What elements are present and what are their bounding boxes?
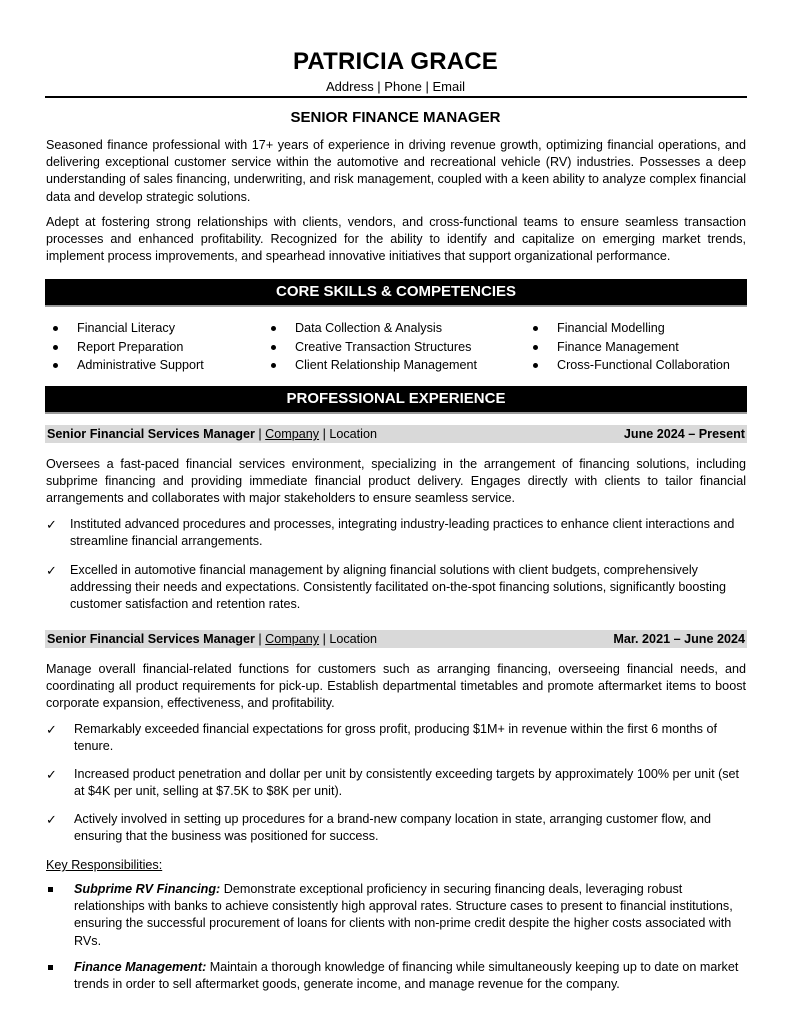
role-location: Location bbox=[329, 427, 377, 441]
bullet-icon bbox=[533, 363, 538, 368]
bullet-icon bbox=[271, 363, 276, 368]
key-responsibilities-heading: Key Responsibilities: bbox=[46, 858, 163, 872]
square-bullet-icon bbox=[48, 887, 53, 892]
checkmark-icon: ✓ bbox=[46, 563, 57, 578]
square-bullet-icon bbox=[48, 965, 53, 970]
header-divider bbox=[45, 96, 747, 98]
contact-line: Address | Phone | Email bbox=[326, 79, 465, 94]
checkmark-icon: ✓ bbox=[46, 767, 57, 782]
skills-section-heading: CORE SKILLS & COMPETENCIES bbox=[45, 279, 747, 307]
checkmark-icon: ✓ bbox=[46, 517, 57, 532]
role-dates: June 2024 – Present bbox=[623, 427, 745, 441]
summary-paragraph-2: Adept at fostering strong relationships with clients, vendors, and cross-functional teams to ensure seamless transaction processes and enhanced profitability. Recognized for the ability to identify and capitalize on emerging market trends, implement process improvements, and spearhead innovative initiatives that support organizational performance. bbox=[46, 215, 746, 264]
candidate-name: PATRICIA GRACE bbox=[292, 48, 499, 75]
bullet-icon bbox=[53, 363, 58, 368]
target-job-title: SENIOR FINANCE MANAGER bbox=[290, 109, 501, 126]
resume-page: PATRICIA GRACE Address | Phone | Email SENIOR FINANCE MANAGER Seasoned finance professional with 17+ years of experience in driving revenue growth, optimizing financial operations, and delivering exceptional customer service within the automotive and recreational vehicle (RV) industries. Possesses a deep understanding of sales financing, underwriting, and risk management, coupled with a keen ability to analyze complex financial data and develop strategic solutions. Adept at fostering strong relationships with clients, vendors, and cross-functional teams to ensure seamless transaction processes and enhanced profitability. Recognized for the ability to identify and capitalize on emerging market trends, implement process improvements, and spearhead innovative initiatives that support organizational performance. CORE SKILLS & COMPETENCIES Financial Literacy Report Preparation Administrative Support Data Collection & Analysis Creative Transaction Structures Client Relationship Management Financial Modelling Finance Management Cross-Functional Collaboration PROFESSIONAL EXPERIENCE Senior Financial Services Manager | Company | Location June 2024 – Present Oversees a fast-paced financial services environment, specializing in the arrangement of financing solutions, including subprime financing and providing immediate financial product delivery. Engages directly with clients to tailor financial arrangements and collaborates with major stakeholders to ensure seamless service. ✓ Instituted advanced procedures and processes, integrating industry-leading practices to enhance client interactions and streamline financial arrangements. ✓ Excelled in automotive financial management by aligning financial solutions with client budgets, comprehensively addressing their needs and expectations. Consistently facilitated on-the-spot financing solutions, significantly boosting customer satisfaction and retention rates. Senior Financial Services Manager | Company | Location Mar. 2021 – June 2024 Manage overall financial-related functions for customers such as arranging financing, overseeing financial needs, and coordinating all product requirements for pick-up. Establish departmental timetables and promote aftermarket items to boost corporate expansion, effectiveness, and profitability. ✓ Remarkably exceeded financial expectations for gross profit, producing $1M+ in revenue within the first 6 months of tenure. ✓ Increased product penetration and dollar per unit by consistently exceeding targets by approximately 100% per unit (set at $4K per unit, selling at $7.5K to $8K per unit). ✓ Actively involved in setting up procedures for a brand-new company location in state, arranging customer flow, and ensuring that the business was positioned for success. Key Responsibilities: Subprime RV Financing: Demonstrate exceptional proficiency in securing financing deals, leveraging robust relationships with banks to achieve consistently high approval rates. Structure cases to present to financial institutions, ensuring the successful procurement of loans for clients with non-prime credit despite the higher costs associated with RVs. Finance Management: Maintain a thorough knowledge of financing while simultaneously keeping up to date on market trends in order to sell aftermarket goods, generate income, and manage revenue for the company. bbox=[0, 0, 791, 1024]
skills-list: Financial Literacy Report Preparation Administrative Support Data Collection & Analysis Creative Transaction Structures Client Relationship Management Financial Modelling Finance Management Cross-Functional Collaboration bbox=[0, 319, 791, 379]
role-summary: Oversees a fast-paced financial services environment, specializing in the arrangement of financing solutions, including subprime financing and providing immediate financial product delivery. Engages directly with clients to tailor financial arrangements and collaborates with major stakeholders to ensure seamless service. bbox=[46, 457, 746, 506]
checkmark-icon: ✓ bbox=[46, 812, 57, 827]
bullet-icon bbox=[533, 326, 538, 331]
bullet-icon bbox=[53, 345, 58, 350]
role-summary: Manage overall financial-related functions for customers such as arranging financing, overseeing financial needs, and coordinating all product requirements for pick-up. Establish departmental timetables and promote aftermarket items to boost corporate expansion, effectiveness, and profitability. bbox=[46, 662, 746, 711]
responsibility-label: Subprime RV Financing: bbox=[74, 882, 221, 896]
role-header: Senior Financial Services Manager | Company | Location June 2024 – Present bbox=[47, 427, 745, 441]
checkmark-icon: ✓ bbox=[46, 722, 57, 737]
company-name: Company bbox=[265, 632, 320, 646]
company-name: Company bbox=[265, 427, 320, 441]
role-title: Senior Financial Services Manager bbox=[47, 632, 255, 646]
bullet-icon bbox=[271, 326, 276, 331]
bullet-icon bbox=[53, 326, 58, 331]
role-location: Location bbox=[329, 632, 377, 646]
responsibility-label: Finance Management: bbox=[74, 960, 207, 974]
summary-paragraph-1: Seasoned finance professional with 17+ years of experience in driving revenue growth, optimizing financial operations, and delivering exceptional customer service within the automotive and recreational vehicle (RV) industries. Possesses a deep understanding of sales financing, underwriting, and risk management, coupled with a keen ability to analyze complex financial data and develop strategic solutions. bbox=[46, 138, 746, 204]
role-header: Senior Financial Services Manager | Company | Location Mar. 2021 – June 2024 bbox=[47, 632, 745, 646]
role-dates: Mar. 2021 – June 2024 bbox=[613, 632, 745, 646]
bullet-icon bbox=[533, 345, 538, 350]
experience-section-heading: PROFESSIONAL EXPERIENCE bbox=[45, 386, 747, 414]
bullet-icon bbox=[271, 345, 276, 350]
role-title: Senior Financial Services Manager bbox=[47, 427, 255, 441]
